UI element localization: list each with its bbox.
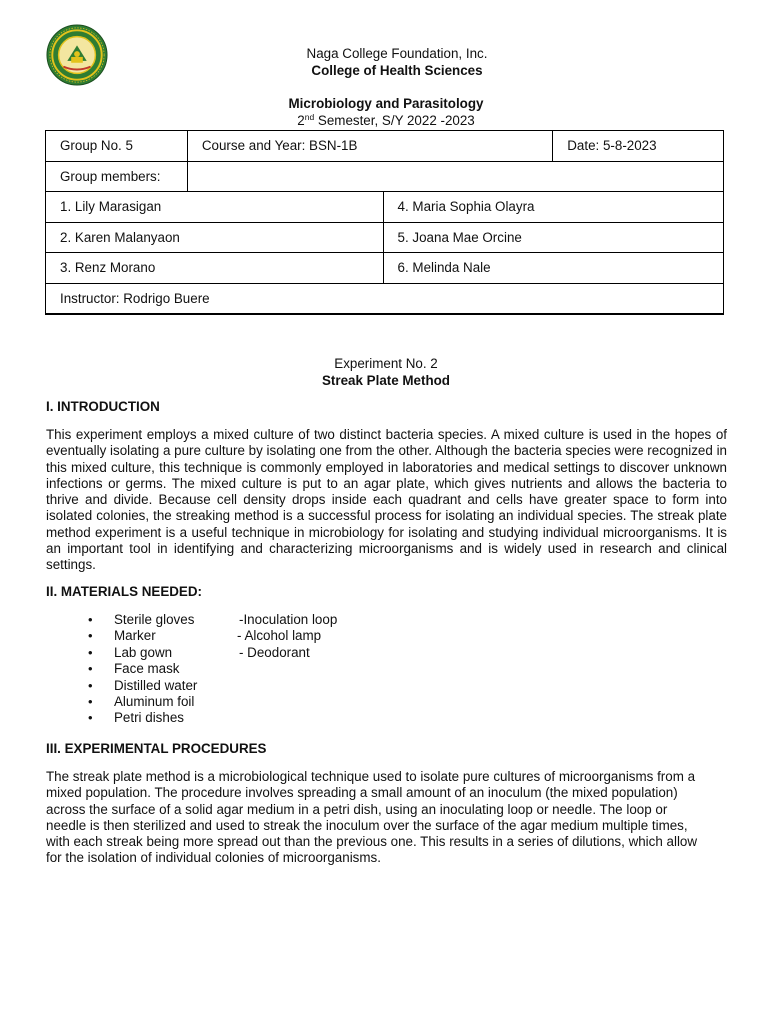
list-item: -Inoculation loop	[239, 612, 338, 627]
table-row	[46, 222, 724, 253]
experiment-title-block	[0, 355, 768, 389]
instructor-cell: Instructor: Rodrigo Buere	[46, 283, 724, 314]
institution-name: Naga College Foundation, Inc.	[306, 46, 488, 61]
list-item: • Sterile gloves	[88, 612, 197, 628]
materials-extra-list	[239, 612, 337, 661]
group-info-table	[45, 130, 724, 315]
semester-text: Semester, S/Y 2022 -2023	[314, 112, 475, 128]
paragraph-line: needle is then sterilized and used to streak the inoculum over the surface of the agar medium multiple times,	[46, 817, 688, 833]
date-cell: Date: 5-8-2023	[553, 131, 724, 162]
paragraph-line: across the surface of a solid agar medium in a petri dish, using an inoculating loop or needle. The loop or	[46, 801, 668, 817]
list-item: • Distilled water	[88, 678, 197, 694]
members-label-cell: Group members:	[46, 161, 188, 192]
table-row	[46, 161, 724, 192]
materials-list	[88, 612, 197, 727]
paragraph-line: mixed population. The procedure involves spreading a small amount of an inoculum (the mixed population)	[46, 785, 678, 801]
table-row	[46, 283, 724, 314]
list-item: • Face mask	[88, 661, 197, 677]
college-name: College of Health Sciences	[311, 62, 483, 78]
subject-title: Microbiology and Parasitology	[288, 96, 484, 111]
document-header	[0, 46, 768, 79]
procedures-paragraph	[46, 769, 746, 867]
paragraph-line: for the isolation of individual colonies of microorganisms.	[46, 850, 381, 866]
member-cell: 1. Lily Marasigan	[46, 192, 384, 223]
experiment-number: Experiment No. 2	[334, 356, 438, 371]
subject-block	[0, 96, 768, 129]
table-row	[46, 253, 724, 284]
semester-suffix: nd	[304, 111, 315, 122]
paragraph-line: The streak plate method is a microbiological technique used to isolate pure cultures of microorganisms from a	[46, 769, 696, 784]
table-row	[46, 131, 724, 162]
introduction-heading: I. INTRODUCTION	[46, 399, 160, 414]
member-cell: 2. Karen Malanyaon	[46, 222, 384, 253]
course-year-cell: Course and Year: BSN-1B	[187, 131, 552, 162]
procedures-heading: III. EXPERIMENTAL PROCEDURES	[46, 741, 267, 756]
group-number-cell: Group No. 5	[46, 131, 188, 162]
experiment-title: Streak Plate Method	[322, 373, 450, 388]
semester-line	[0, 113, 768, 130]
materials-heading: II. MATERIALS NEEDED:	[46, 584, 202, 599]
paragraph-line: with each streak being more spread out than the previous one. This results in a series of dilutions, which allow	[46, 834, 698, 850]
member-cell: 4. Maria Sophia Olayra	[383, 192, 723, 223]
list-item: - Deodorant	[239, 644, 310, 660]
semester-number: 2	[297, 112, 305, 128]
list-item: • Lab gown	[88, 645, 197, 661]
members-empty-cell	[187, 161, 723, 192]
member-cell: 6. Melinda Nale	[383, 253, 723, 284]
list-item: • Petri dishes	[88, 710, 197, 726]
member-cell: 5. Joana Mae Orcine	[383, 222, 723, 253]
table-row	[46, 192, 724, 223]
list-item: • Aluminum foil	[88, 694, 197, 710]
list-item: - Alcohol lamp	[237, 628, 322, 644]
member-cell: 3. Renz Morano	[46, 253, 384, 284]
list-item: • Marker	[88, 628, 197, 644]
introduction-paragraph: This experiment employs a mixed culture of two distinct bacteria species. A mixed culture is used in the hopes of eventually isolating a pure culture by isolating one from the other. Although the bacteria species were recognized in this mixed culture, this technique is commonly employed in laboratories and medical settings to discover unknown infections or germs. The mixed culture is put to an agar plate, which gives nutrients and allows the bacteria to thrive and divide. Because cell density drops inside each quadrant and cells have greater space to form into isolated colonies, the streaking method is a successful process for isolating an individual species. The streak plate method experiment is a useful technique in microbiology for isolating and studying individual microorganisms. It is an important tool in identifying and characterizing microorganisms and is widely used in research and clinical settings.	[46, 427, 727, 573]
